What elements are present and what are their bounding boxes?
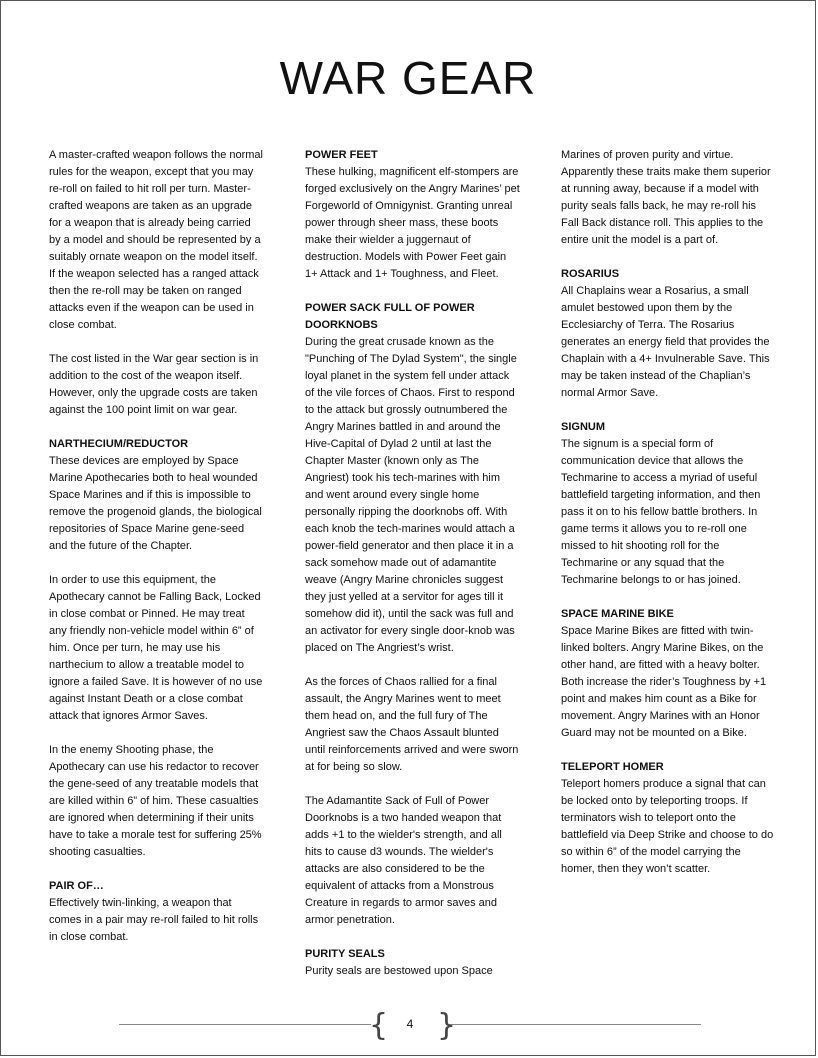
purity-seals-continued-paragraph: Marines of proven purity and virtue. Apparently these traits make them superior at running away, because if a model with purity seals falls back, he may re-roll his Fall Back distance roll. This applies to the entire unit the model is a part of. bbox=[561, 149, 771, 246]
space-marine-bike-heading: SPACE MARINE BIKE bbox=[561, 608, 674, 620]
footer-right-bracket-icon: } bbox=[437, 1008, 457, 1043]
signum-paragraph: The signum is a special form of communication device that allows the Techmarine to access a myriad of useful battlefield targeting information, and then pass it on to his fellow battle brothers. In game terms it allows you to re-roll one missed to hit shooting roll for the Techmarine or any squad that the Techmarine belongs to or has joined. bbox=[561, 438, 761, 586]
power-feet-heading: POWER FEET bbox=[305, 149, 378, 161]
teleport-homer-heading: TELEPORT HOMER bbox=[561, 761, 664, 773]
power-sack-rules-paragraph: The Adamantite Sack of Full of Power Doorknobs is a two handed weapon that adds +1 to the wielder's strength, and all hits to cause d3 wounds. The wielder's attacks are also considered to be the equivalent of attacks from a Monstrous Creature in regards to armor saves and armor penetration. bbox=[305, 795, 502, 926]
pair-of-heading: PAIR OF… bbox=[49, 880, 104, 892]
purity-seals-heading: PURITY SEALS bbox=[305, 948, 385, 960]
page-number: 4 bbox=[406, 1017, 414, 1031]
cost-paragraph: The cost listed in the War gear section is in addition to the cost of the weapon itself. However, only the upgrade costs are taken against the 100 point limit on war gear. bbox=[49, 353, 259, 416]
column-middle bbox=[305, 147, 520, 980]
purity-seals-paragraph: Purity seals are bestowed upon Space bbox=[305, 965, 493, 977]
chaos-rallied-paragraph: As the forces of Chaos rallied for a final assault, the Angry Marines went to meet them head on, and the full fury of The Angriest saw the Chaos Assault blunted until reinforcements arrived and were sworn at for being so slow. bbox=[305, 676, 519, 773]
narthecium-use-paragraph: In order to use this equipment, the Apothecary cannot be Falling Back, Locked in close combat or Pinned. He may treat any friendly non-vehicle model within 6” of him. Once per turn, he may use his narthecium to allow a treatable model to ignore a failed Save. It is however of no use against Instant Death or a close combat attack that ignores Armor Saves. bbox=[49, 574, 263, 722]
pair-of-paragraph: Effectively twin-linking, a weapon that comes in a pair may re-roll failed to hit rolls in close combat. bbox=[49, 897, 259, 943]
shooting-phase-paragraph: In the enemy Shooting phase, the Apothecary can use his redactor to recover the gene-seed of any treatable models that are killed within 6” of him. These casualties are ignored when determining if their units have to take a morale test for suffering 25% shooting casualties. bbox=[49, 744, 262, 858]
rosarius-heading: ROSARIUS bbox=[561, 268, 620, 280]
power-sack-history-paragraph: During the great crusade known as the "Punching of The Dylad System", the single loyal planet in the system fell under attack of the vile forces of Chaos. First to respond to the attack but grossly outnumbered the Angry Marines battled in and around the Hive-Capital of Dylad 2 until at last the Chapter Master (known only as The Angriest) took his tech-marines with him and went around every single home personally ripping the doorknobs off. With each knob the tech-marines would attach a power-field generator and then place it in a sack somehow made out of adamantite weave (Angry Marine chronicles suggest they just yelled at a servitor for ages till it somehow did it), until the sack was full and an activator for every single door-knob was placed on The Angriest’s wrist. bbox=[305, 336, 517, 654]
signum-heading: SIGNUM bbox=[561, 421, 605, 433]
page-title: WAR GEAR bbox=[279, 52, 537, 104]
power-feet-paragraph: These hulking, magnificent elf-stompers are forged exclusively on the Angry Marines’ pet Forgeworld of Omnigynist. Granting unreal power through sheer mass, these boots make their wielder a juggernaut of destruction. Models with Power Feet gain 1+ Attack and 1+ Toughness, and Fleet. bbox=[305, 166, 520, 280]
footer-rule-right bbox=[449, 1024, 701, 1025]
master-crafted-paragraph: A master-crafted weapon follows the normal rules for the weapon, except that you may re-roll on failed to hit roll per turn. Master-crafted weapons are taken as an upgrade for a weapon that is already being carried by a model and should be represented by a suitably ornate weapon on the model itself. If the weapon selected has a ranged attack then the re-roll may be taken on ranged attacks even if the weapon can be used in close combat. bbox=[49, 149, 263, 331]
rosarius-paragraph: All Chaplains wear a Rosarius, a small amulet bestowed upon them by the Ecclesiarchy of Terra. The Rosarius generates an energy field that provides the Chaplain with a 4+ Invulnerable Save. This may be taken instead of the Chaplian’s normal Armor Save. bbox=[561, 285, 770, 399]
narthecium-paragraph: These devices are employed by Space Marine Apothecaries both to heal wounded Space Marines and if this is impossible to remove the progenoid glands, the biological repositories of Space Marine gene-seed and the future of the Chapter. bbox=[49, 455, 262, 552]
space-marine-bike-paragraph: Space Marine Bikes are fitted with twin-linked bolters. Angry Marine Bikes, on the other hand, are fitted with a heavy bolter. Both increase the rider’s Toughness by +1 point and makes him count as a Bike for movement. Angry Marines with an Honor Guard may not be mounted on a Bike. bbox=[561, 625, 767, 739]
power-sack-heading: POWER SACK FULL OF POWER DOORKNOBS bbox=[305, 302, 475, 331]
narthecium-heading: NARTHECIUM/REDUCTOR bbox=[49, 438, 189, 450]
teleport-homer-paragraph: Teleport homers produce a signal that can be locked onto by teleporting troops. If terminators wish to teleport onto the battlefield via Deep Strike and choose to do so within 6” of the model carrying the homer, then they won’t scatter. bbox=[561, 778, 774, 875]
footer-rule-left bbox=[119, 1024, 371, 1025]
column-left bbox=[49, 147, 264, 946]
column-right bbox=[561, 147, 776, 878]
footer-left-bracket-icon: { bbox=[369, 1008, 389, 1043]
